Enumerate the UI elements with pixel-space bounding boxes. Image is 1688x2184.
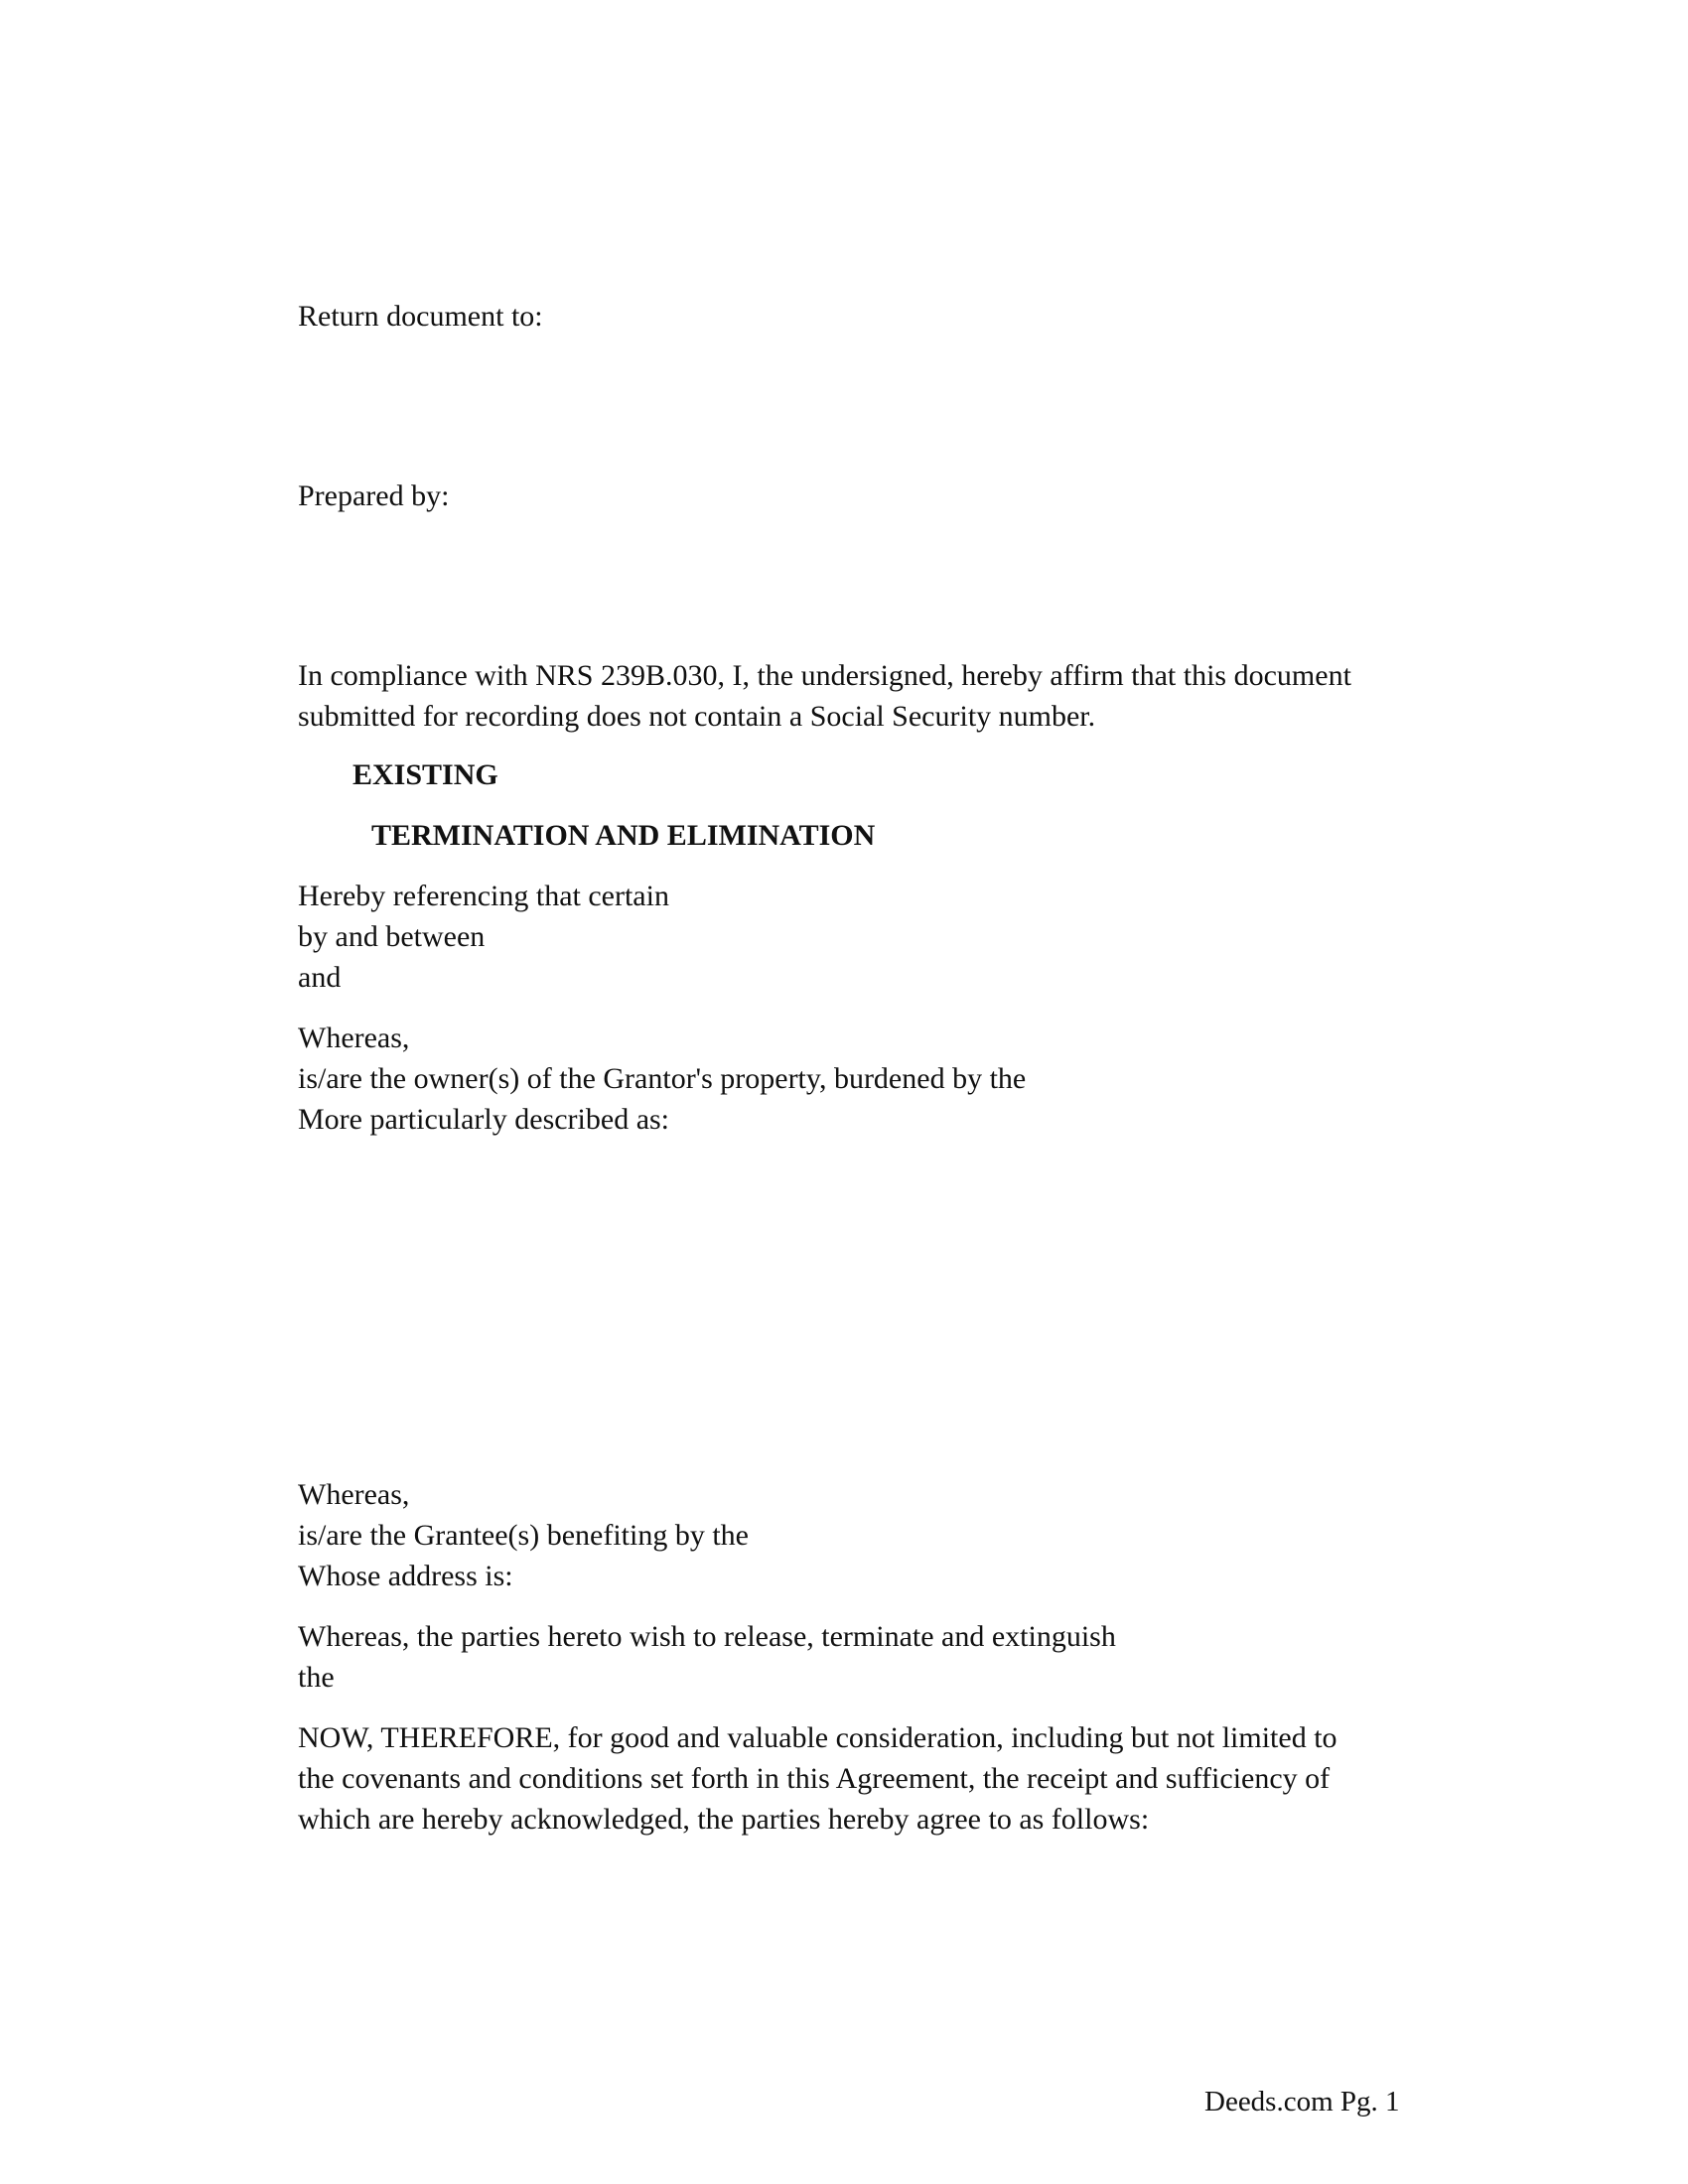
- referencing-line: by and between: [298, 920, 486, 953]
- whereas-owner-line: More particularly described as:: [298, 1103, 670, 1136]
- compliance-paragraph: [298, 655, 1351, 737]
- prepared-by-label: Prepared by:: [298, 479, 450, 512]
- whereas-release-line: Whereas, the parties hereto wish to release, terminate and extinguish: [298, 1620, 1116, 1653]
- whereas-owner-paragraph: [298, 1018, 1026, 1140]
- return-document-label: Return document to:: [298, 300, 543, 333]
- whereas-release-paragraph: [298, 1616, 1116, 1698]
- now-therefore-line: the covenants and conditions set forth in this Agreement, the receipt and sufficiency of: [298, 1762, 1331, 1795]
- whereas-grantee-line: is/are the Grantee(s) benefiting by the: [298, 1519, 749, 1552]
- compliance-line: In compliance with NRS 239B.030, I, the undersigned, hereby affirm that this document: [298, 659, 1351, 692]
- whereas-grantee-paragraph: [298, 1474, 749, 1596]
- referencing-paragraph: [298, 876, 669, 998]
- whereas-grantee-line: Whereas,: [298, 1478, 410, 1511]
- compliance-line: submitted for recording does not contain a Social Security number.: [298, 700, 1096, 733]
- now-therefore-line: which are hereby acknowledged, the parties hereby agree to as follows:: [298, 1803, 1150, 1836]
- heading-termination: TERMINATION AND ELIMINATION: [371, 819, 876, 852]
- page-footer: Deeds.com Pg. 1: [1204, 2086, 1400, 2117]
- now-therefore-paragraph: [298, 1717, 1337, 1840]
- referencing-line: Hereby referencing that certain: [298, 880, 669, 912]
- heading-existing: EXISTING: [352, 758, 498, 791]
- whereas-owner-line: Whereas,: [298, 1022, 410, 1054]
- whereas-grantee-line: Whose address is:: [298, 1560, 513, 1592]
- whereas-release-line: the: [298, 1661, 335, 1694]
- now-therefore-line: NOW, THEREFORE, for good and valuable consideration, including but not limited to: [298, 1721, 1337, 1754]
- referencing-line: and: [298, 961, 342, 994]
- whereas-owner-line: is/are the owner(s) of the Grantor's property, burdened by the: [298, 1062, 1027, 1095]
